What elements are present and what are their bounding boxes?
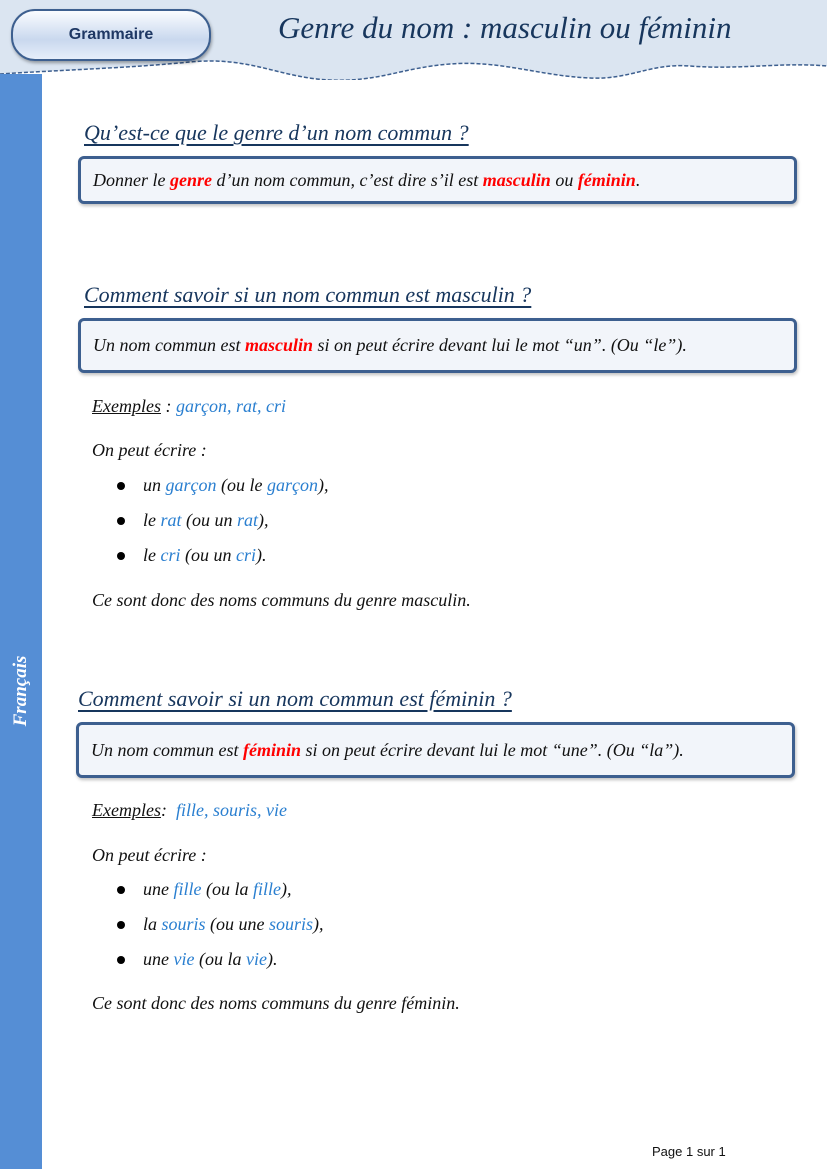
text-segment: ), [313, 914, 324, 934]
intro-text: On peut écrire : [92, 845, 207, 865]
list-item-text [143, 475, 328, 496]
text-segment: (ou la [194, 949, 246, 969]
examples-line [92, 800, 287, 821]
bullet-icon [117, 956, 125, 964]
list-item [117, 538, 328, 573]
bullet-icon [117, 886, 125, 894]
highlighted-term: masculin [244, 335, 314, 355]
examples-words: garçon, rat, cri [175, 396, 286, 416]
section-heading: Comment savoir si un nom commun est féminin ? [78, 686, 512, 711]
text-segment: (ou un [180, 545, 236, 565]
example-word: cri [236, 545, 256, 565]
example-word: fille [253, 879, 281, 899]
example-word: vie [245, 949, 267, 969]
example-word: garçon [266, 475, 318, 495]
page-title: Genre du nom : masculin ou féminin [278, 10, 732, 45]
text-segment: si on peut écrire devant lui le mot “une”. (Ou “la”). [301, 739, 684, 760]
example-list [117, 468, 328, 573]
text-segment: (ou la [201, 879, 253, 899]
example-word: fille [173, 879, 202, 899]
text-segment: ), [258, 510, 269, 530]
text-segment: . [635, 169, 641, 190]
bullet-icon [117, 552, 125, 560]
text-segment: ), [317, 475, 329, 495]
examples-words: fille, souris, vie [175, 800, 287, 820]
text-segment: un [143, 475, 166, 495]
text-segment: le [143, 510, 161, 530]
list-item [117, 468, 328, 503]
page-number: Page 1 sur 1 [652, 1144, 726, 1159]
list-item [117, 942, 324, 977]
bullet-icon [117, 482, 125, 490]
example-word: rat [160, 510, 182, 530]
list-item [117, 907, 324, 942]
text-segment: (ou un [181, 510, 238, 530]
list-item-text [143, 914, 324, 935]
example-list [117, 872, 324, 977]
rule-box [78, 318, 797, 373]
example-word: cri [160, 545, 181, 565]
conclusion-text: Ce sont donc des noms communs du genre féminin. [92, 993, 460, 1013]
example-word: rat [237, 510, 259, 530]
text-segment: le [143, 545, 161, 565]
text-segment: une [143, 879, 174, 899]
example-word: vie [173, 949, 195, 969]
text-segment: ). [256, 545, 267, 565]
text-segment: (ou le [216, 475, 267, 495]
example-word: garçon [165, 475, 217, 495]
text-segment: ou [550, 169, 578, 190]
rule-box [76, 722, 795, 778]
rule-text [93, 335, 687, 356]
text-segment: une [143, 949, 174, 969]
bullet-icon [117, 517, 125, 525]
examples-line [92, 396, 286, 417]
list-item-text [143, 879, 292, 900]
rule-text [93, 170, 640, 191]
intro-text: On peut écrire : [92, 440, 207, 460]
category-label: Grammaire [68, 26, 154, 43]
text-segment: (ou une [205, 914, 270, 934]
section-heading: Comment savoir si un nom commun est masculin ? [84, 282, 532, 307]
section-heading: Qu’est-ce que le genre d’un nom commun ? [84, 120, 469, 145]
subject-sidebar [0, 74, 42, 1169]
example-word: souris [161, 914, 206, 934]
text-segment: d’un nom commun, c’est dire s’il est [211, 169, 483, 190]
bullet-icon [117, 921, 125, 929]
text-segment: Un nom commun est [91, 739, 243, 760]
text-segment: Donner le [93, 169, 170, 190]
examples-separator: : [160, 396, 176, 416]
highlighted-term: féminin [577, 169, 636, 190]
highlighted-term: masculin [482, 169, 551, 190]
text-segment: Un nom commun est [93, 335, 245, 355]
subject-label: Français [10, 655, 31, 727]
rule-box [78, 156, 797, 204]
highlighted-term: genre [169, 169, 212, 190]
list-item-text [143, 510, 269, 531]
list-item-text [143, 949, 277, 970]
page-header [0, 0, 827, 80]
example-word: souris [269, 914, 314, 934]
text-segment: ), [281, 879, 292, 899]
examples-separator: : [160, 800, 176, 820]
category-badge [11, 9, 211, 61]
text-segment: la [143, 914, 162, 934]
conclusion-text: Ce sont donc des noms communs du genre masculin. [92, 590, 471, 610]
highlighted-term: féminin [242, 739, 301, 760]
list-item-text [143, 545, 267, 566]
list-item [117, 503, 328, 538]
text-segment: si on peut écrire devant lui le mot “un”. (Ou “le”). [313, 335, 687, 355]
list-item [117, 872, 324, 907]
rule-text [91, 740, 684, 761]
text-segment: ). [266, 949, 278, 969]
examples-label: Exemples [92, 800, 161, 820]
examples-label: Exemples [92, 396, 161, 416]
